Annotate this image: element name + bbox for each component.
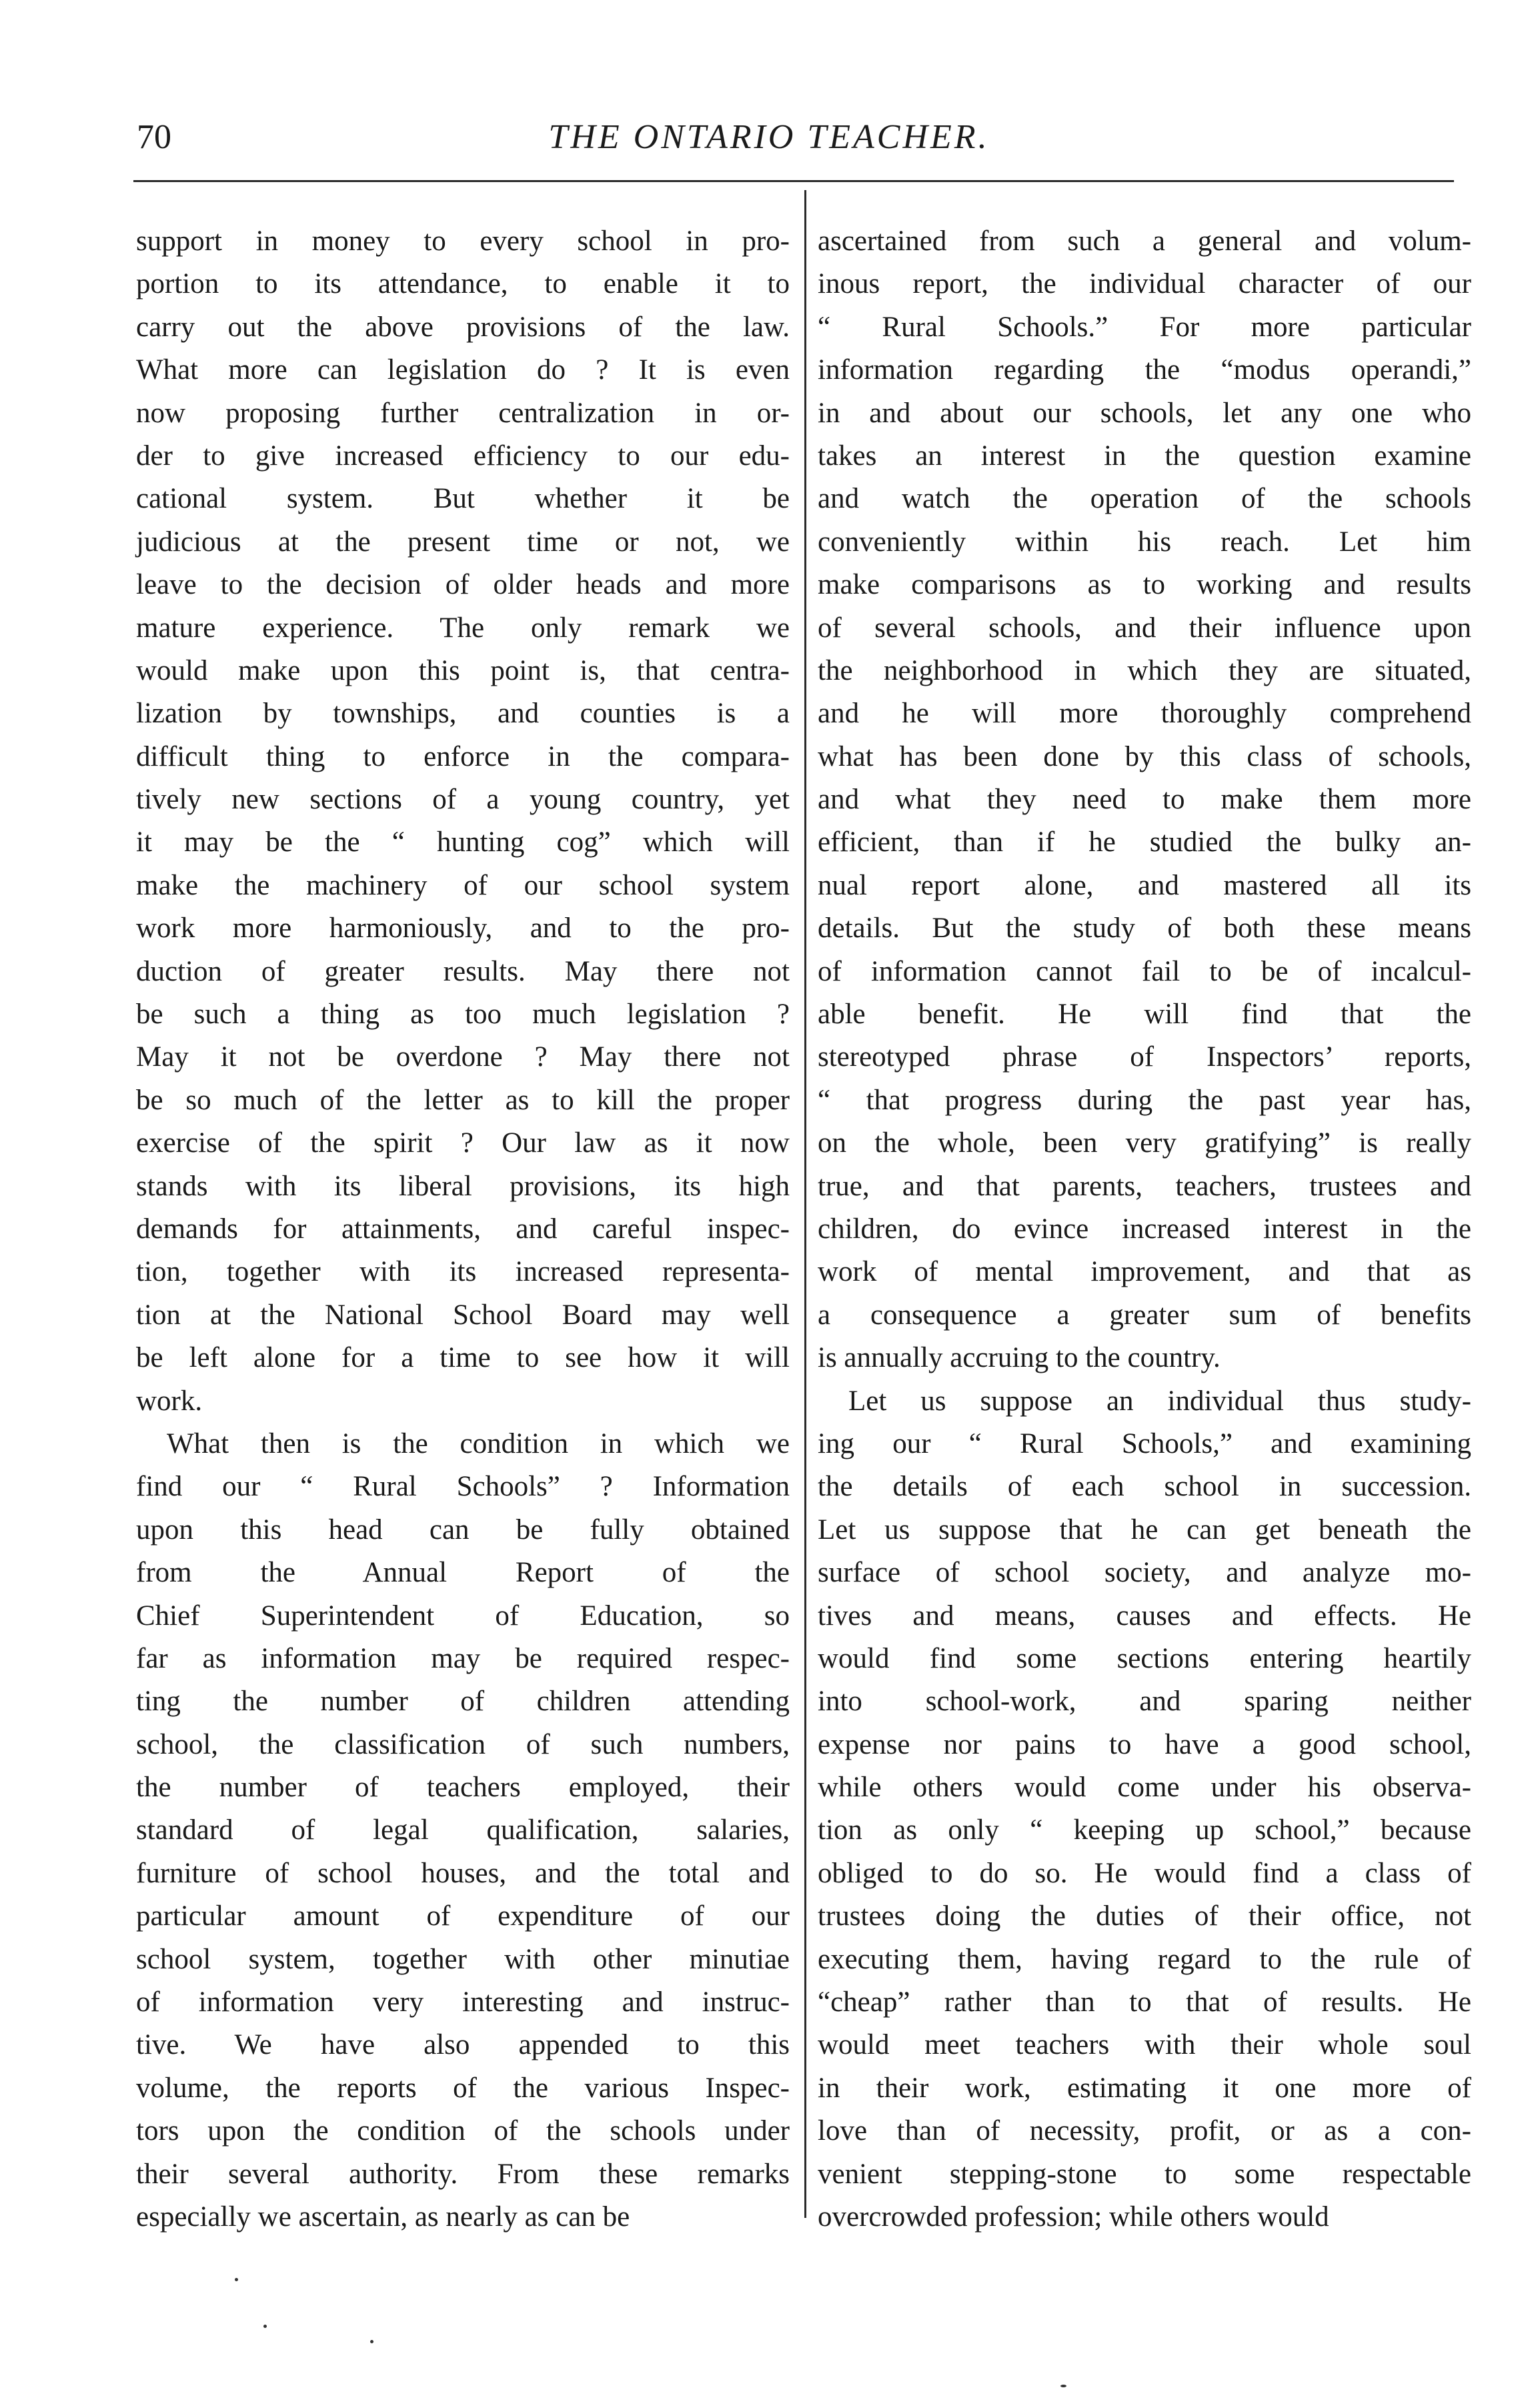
text-line: of several schools, and their influence upon bbox=[818, 612, 1471, 644]
text-line: school, the classification of such numbers, bbox=[136, 1728, 790, 1760]
text-line: would find some sections entering heartily bbox=[818, 1642, 1471, 1674]
text-line: and what they need to make them more bbox=[818, 784, 1471, 816]
right-column bbox=[818, 220, 1471, 2239]
text-line: tion, together with its increased representa- bbox=[136, 1256, 790, 1288]
text-line: portion to its attendance, to enable it to bbox=[136, 268, 790, 300]
text-line: carry out the above provisions of the law. bbox=[136, 311, 790, 343]
page-number: 70 bbox=[137, 118, 171, 156]
text-line: tive. We have also appended to this bbox=[136, 2029, 790, 2061]
text-line: tives and means, causes and effects. He bbox=[818, 1600, 1471, 1632]
text-line: takes an interest in the question examine bbox=[818, 440, 1471, 472]
text-line: details. But the study of both these means bbox=[818, 913, 1471, 945]
text-line: while others would come under his observa- bbox=[818, 1772, 1471, 1804]
text-line: would meet teachers with their whole soul bbox=[818, 2029, 1471, 2061]
text-line: leave to the decision of older heads and more bbox=[136, 569, 790, 601]
text-line: upon this head can be fully obtained bbox=[136, 1514, 790, 1546]
text-line: information regarding the “modus operandi,” bbox=[818, 354, 1471, 386]
text-line: especially we ascertain, as nearly as can be bbox=[136, 2201, 630, 2233]
text-line: their several authority. From these remarks bbox=[136, 2158, 790, 2190]
text-line: support in money to every school in pro- bbox=[136, 225, 790, 257]
text-line: venient stepping-stone to some respectable bbox=[818, 2158, 1471, 2190]
text-line: der to give increased efficiency to our edu- bbox=[136, 440, 790, 472]
text-line: work of mental improvement, and that as bbox=[818, 1256, 1471, 1288]
left-column bbox=[136, 220, 790, 2239]
text-line: of information cannot fail to be of incalcul- bbox=[818, 955, 1471, 987]
text-line: judicious at the present time or not, we bbox=[136, 526, 790, 558]
text-line: in their work, estimating it one more of bbox=[818, 2072, 1471, 2104]
text-line: ting the number of children attending bbox=[136, 1686, 790, 1718]
text-line: school system, together with other minutiae bbox=[136, 1943, 790, 1975]
print-speck bbox=[235, 2278, 238, 2281]
print-speck bbox=[370, 2340, 373, 2343]
text-line: “ that progress during the past year has, bbox=[818, 1084, 1471, 1116]
text-line: expense nor pains to have a good school, bbox=[818, 1728, 1471, 1760]
text-line: overcrowded profession; while others would bbox=[818, 2201, 1329, 2233]
text-line: the neighborhood in which they are situated, bbox=[818, 654, 1471, 686]
text-line: and watch the operation of the schools bbox=[818, 483, 1471, 515]
text-line: What then is the condition in which we bbox=[167, 1427, 790, 1459]
text-line: “cheap” rather than to that of results. He bbox=[818, 1986, 1471, 2018]
text-line: the details of each school in succession. bbox=[818, 1471, 1471, 1503]
text-line: volume, the reports of the various Inspec- bbox=[136, 2072, 790, 2104]
text-line: what has been done by this class of schools, bbox=[818, 740, 1471, 772]
text-line: would make upon this point is, that centra- bbox=[136, 654, 790, 686]
text-line: inous report, the individual character of our bbox=[818, 268, 1471, 300]
text-line: trustees doing the duties of their office, not bbox=[818, 1900, 1471, 1932]
text-line: ascertained from such a general and volum- bbox=[818, 225, 1471, 257]
column-divider bbox=[804, 190, 806, 2218]
text-line: standard of legal qualification, salaries, bbox=[136, 1814, 790, 1846]
text-line: it may be the “ hunting cog” which will bbox=[136, 826, 790, 858]
print-speck bbox=[263, 2325, 267, 2328]
text-line: is annually accruing to the country. bbox=[818, 1342, 1221, 1374]
text-line: now proposing further centralization in or- bbox=[136, 397, 790, 429]
text-line: of information very interesting and instruc- bbox=[136, 1986, 790, 2018]
text-line: executing them, having regard to the rule of bbox=[818, 1943, 1471, 1975]
text-line: duction of greater results. May there not bbox=[136, 955, 790, 987]
text-line: stereotyped phrase of Inspectors’ reports, bbox=[818, 1041, 1471, 1073]
text-line: able benefit. He will find that the bbox=[818, 999, 1471, 1031]
text-line: the number of teachers employed, their bbox=[136, 1772, 790, 1804]
header-rule bbox=[133, 180, 1454, 182]
text-line: work more harmoniously, and to the pro- bbox=[136, 913, 790, 945]
text-line: cational system. But whether it be bbox=[136, 483, 790, 515]
text-line: May it not be overdone ? May there not bbox=[136, 1041, 790, 1073]
text-line: lization by townships, and counties is a bbox=[136, 698, 790, 730]
text-line: “ Rural Schools.” For more particular bbox=[818, 311, 1471, 343]
text-line: obliged to do so. He would find a class of bbox=[818, 1857, 1471, 1889]
text-line: stands with its liberal provisions, its high bbox=[136, 1170, 790, 1202]
text-line: demands for attainments, and careful inspec- bbox=[136, 1213, 790, 1245]
text-line: Chief Superintendent of Education, so bbox=[136, 1600, 790, 1632]
text-line: difficult thing to enforce in the compara- bbox=[136, 740, 790, 772]
text-line: ing our “ Rural Schools,” and examining bbox=[818, 1427, 1471, 1459]
text-line: tively new sections of a young country, yet bbox=[136, 784, 790, 816]
text-line: Let us suppose that he can get beneath the bbox=[818, 1514, 1471, 1546]
text-line: work. bbox=[136, 1385, 203, 1417]
text-line: into school-work, and sparing neither bbox=[818, 1686, 1471, 1718]
print-speck bbox=[1060, 2385, 1066, 2387]
text-line: particular amount of expenditure of our bbox=[136, 1900, 790, 1932]
text-line: on the whole, been very gratifying” is really bbox=[818, 1127, 1471, 1159]
text-line: be such a thing as too much legislation ? bbox=[136, 999, 790, 1031]
text-line: and he will more thoroughly comprehend bbox=[818, 698, 1471, 730]
text-line: conveniently within his reach. Let him bbox=[818, 526, 1471, 558]
text-line: make comparisons as to working and results bbox=[818, 569, 1471, 601]
text-line: nual report alone, and mastered all its bbox=[818, 869, 1471, 901]
text-line: true, and that parents, teachers, trustees and bbox=[818, 1170, 1471, 1202]
text-line: find our “ Rural Schools” ? Information bbox=[136, 1471, 790, 1503]
text-line: exercise of the spirit ? Our law as it now bbox=[136, 1127, 790, 1159]
text-line: be so much of the letter as to kill the proper bbox=[136, 1084, 790, 1116]
text-line: from the Annual Report of the bbox=[136, 1557, 790, 1589]
text-line: make the machinery of our school system bbox=[136, 869, 790, 901]
text-line: furniture of school houses, and the total and bbox=[136, 1857, 790, 1889]
text-line: be left alone for a time to see how it will bbox=[136, 1342, 790, 1374]
text-line: tors upon the condition of the schools under bbox=[136, 2115, 790, 2147]
running-title: THE ONTARIO TEACHER. bbox=[548, 118, 990, 156]
text-line: What more can legislation do ? It is even bbox=[136, 354, 790, 386]
text-line: a consequence a greater sum of benefits bbox=[818, 1299, 1471, 1331]
text-line: efficient, than if he studied the bulky an- bbox=[818, 826, 1471, 858]
text-line: tion at the National School Board may well bbox=[136, 1299, 790, 1331]
text-line: far as information may be required respec- bbox=[136, 1642, 790, 1674]
text-line: children, do evince increased interest in the bbox=[818, 1213, 1471, 1245]
text-line: surface of school society, and analyze mo- bbox=[818, 1557, 1471, 1589]
text-line: mature experience. The only remark we bbox=[136, 612, 790, 644]
text-line: Let us suppose an individual thus study- bbox=[848, 1385, 1471, 1417]
text-line: tion as only “ keeping up school,” because bbox=[818, 1814, 1471, 1846]
text-line: in and about our schools, let any one who bbox=[818, 397, 1471, 429]
text-line: love than of necessity, profit, or as a con- bbox=[818, 2115, 1471, 2147]
